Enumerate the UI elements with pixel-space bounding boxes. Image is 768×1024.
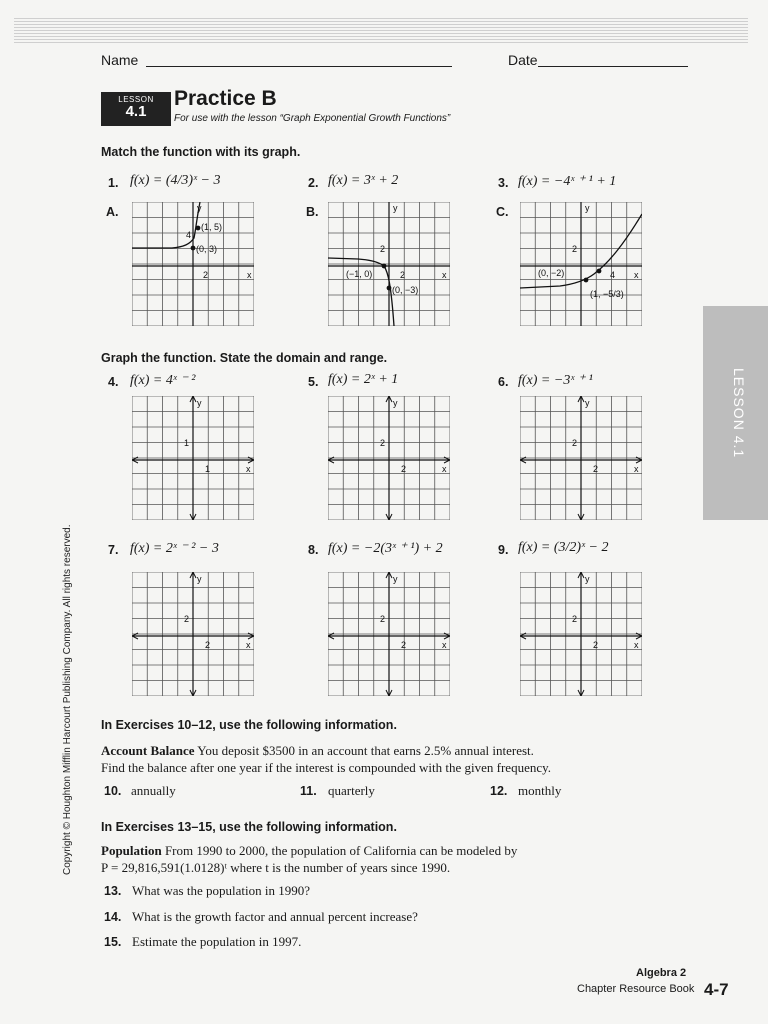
item-5-function: f(x) = 2ˣ + 1 [328, 372, 399, 387]
item-1-number: 1. [108, 176, 119, 190]
item-7-function: f(x) = 2ˣ ⁻ ² − 3 [130, 541, 219, 556]
item-8-function: f(x) = −2(3ˣ ⁺ ¹) + 2 [328, 541, 443, 556]
x-tick-label: 1 [205, 464, 211, 474]
graph-b-letter: B. [306, 205, 319, 219]
graph-b [328, 202, 450, 326]
y-label: y [393, 203, 398, 213]
y-label: y [197, 203, 202, 213]
item-3-function: f(x) = −4ˣ ⁺ ¹ + 1 [518, 174, 617, 189]
page-subtitle: For use with the lesson “Graph Exponential Growth Functions” [174, 113, 451, 124]
point-label-0-3: (0, 3) [196, 244, 218, 254]
item-14-text: What is the growth factor and annual percent increase? [132, 909, 418, 924]
point-label-1-neg5-3: (1, −5/3) [590, 289, 624, 299]
population-lead: Population [101, 843, 162, 858]
item-3-number: 3. [498, 176, 509, 190]
account-balance-text2: Find the balance after one year if the interest is compounded with the given frequency. [101, 760, 552, 775]
item-5-number: 5. [308, 375, 319, 389]
population-paragraph [101, 843, 517, 859]
date-label: Date [508, 52, 538, 68]
item-1-function: f(x) = (4/3)ˣ − 3 [130, 173, 221, 188]
graph-4[interactable] [132, 396, 254, 520]
y-label: y [585, 398, 590, 408]
y-tick-label: 2 [572, 438, 578, 448]
side-tab [703, 306, 768, 520]
item-12-text: monthly [518, 783, 562, 798]
item-15-text: Estimate the population in 1997. [132, 934, 302, 949]
item-11-text: quarterly [328, 783, 375, 798]
x-tick-label: 2 [401, 640, 407, 650]
footer-book-title: Algebra 2 [636, 967, 687, 979]
y-tick-label: 2 [572, 614, 578, 624]
y-label: y [585, 574, 590, 584]
section4-heading: In Exercises 13–15, use the following information. [101, 820, 397, 834]
item-9-function: f(x) = (3/2)ˣ − 2 [518, 540, 609, 555]
y-label: y [393, 574, 398, 584]
point-label-1-5: (1, 5) [201, 222, 223, 232]
x-label: x [442, 464, 447, 474]
y-tick-label: 2 [184, 614, 190, 624]
item-6-number: 6. [498, 375, 509, 389]
x-tick-label: 2 [401, 464, 407, 474]
point-1-5 [196, 226, 201, 231]
y-label: y [585, 203, 590, 213]
y-tick-label: 2 [380, 438, 386, 448]
y-tick-label: 1 [184, 438, 190, 448]
lesson-number: 4.1 [125, 103, 147, 120]
graph-a [132, 202, 254, 326]
x-label: x [246, 640, 251, 650]
section3-heading: In Exercises 10–12, use the following information. [101, 718, 397, 732]
item-9-number: 9. [498, 543, 509, 557]
item-8-number: 8. [308, 543, 319, 557]
tick-label-4x: 4 [610, 270, 616, 280]
name-label: Name [101, 52, 139, 68]
side-tab-label: LESSON 4.1 [731, 368, 747, 459]
account-balance-lead: Account Balance [101, 743, 195, 758]
tick-label-2x: 2 [400, 270, 406, 280]
graph-c [520, 202, 642, 326]
item-10-number: 10. [104, 784, 122, 798]
x-label: x [634, 464, 639, 474]
date-field[interactable] [538, 52, 688, 67]
item-15-number: 15. [104, 935, 122, 949]
graph-8[interactable] [328, 572, 450, 696]
lesson-badge [101, 92, 171, 126]
graph-9[interactable] [520, 572, 642, 696]
x-label: x [634, 270, 639, 280]
point-0-neg3 [387, 286, 392, 291]
account-balance-paragraph [101, 743, 534, 759]
population-text1: From 1990 to 2000, the population of California can be modeled by [161, 843, 518, 858]
item-4-function: f(x) = 4ˣ ⁻ ² [130, 373, 196, 388]
point-0-neg2 [584, 278, 589, 283]
graph-6[interactable] [520, 396, 642, 520]
item-7-number: 7. [108, 543, 119, 557]
x-label: x [247, 270, 252, 280]
section2-heading: Graph the function. State the domain and range. [101, 351, 388, 365]
section1-heading: Match the function with its graph. [101, 145, 301, 159]
item-13-number: 13. [104, 884, 122, 898]
curve-a [132, 202, 200, 248]
graph-5[interactable] [328, 396, 450, 520]
point-label-0-neg3: (0, −3) [392, 285, 419, 295]
tick-label-4: 4 [186, 230, 192, 240]
y-label: y [197, 574, 202, 584]
tick-label-2y: 2 [572, 244, 578, 254]
lesson-tag: LESSON [118, 95, 154, 104]
population-text2: P = 29,816,591(1.0128)ᵗ where t is the number of years since 1990. [101, 860, 451, 875]
item-10-text: annually [131, 783, 176, 798]
x-label: x [246, 464, 251, 474]
x-label: x [634, 640, 639, 650]
item-12-number: 12. [490, 784, 508, 798]
item-2-function: f(x) = 3ˣ + 2 [328, 173, 399, 188]
x-label: x [442, 270, 447, 280]
item-4-number: 4. [108, 375, 119, 389]
footer-subtitle: Chapter Resource Book [577, 983, 695, 995]
point-0-3 [191, 246, 196, 251]
graph-c-letter: C. [496, 205, 509, 219]
x-tick-label: 2 [593, 640, 599, 650]
item-13-text: What was the population in 1990? [132, 883, 310, 898]
graph-a-letter: A. [106, 205, 119, 219]
y-tick-label: 2 [380, 614, 386, 624]
footer-page-number: 4-7 [704, 980, 729, 999]
x-tick-label: 2 [205, 640, 211, 650]
y-label: y [393, 398, 398, 408]
tick-label-2y: 2 [380, 244, 386, 254]
item-2-number: 2. [308, 176, 319, 190]
point-neg1-0 [382, 264, 387, 269]
y-label: y [197, 398, 202, 408]
point-1-neg5-3 [597, 269, 602, 274]
name-field[interactable] [146, 52, 452, 67]
x-tick-label: 2 [593, 464, 599, 474]
point-label-0-neg2: (0, −2) [538, 268, 565, 278]
x-label: x [442, 640, 447, 650]
item-14-number: 14. [104, 910, 122, 924]
tick-label-2: 2 [203, 270, 209, 280]
item-6-function: f(x) = −3ˣ ⁺ ¹ [518, 373, 593, 388]
copyright-notice: Copyright © Houghton Mifflin Harcourt Publishing Company. All rights reserved. [62, 524, 73, 875]
point-label-neg1-0: (−1, 0) [346, 269, 373, 279]
item-11-number: 11. [300, 784, 317, 798]
page-title: Practice B [174, 87, 277, 110]
account-balance-text1: You deposit $3500 in an account that earns 2.5% annual interest. [194, 743, 534, 758]
graph-7[interactable] [132, 572, 254, 696]
top-band [14, 18, 748, 44]
